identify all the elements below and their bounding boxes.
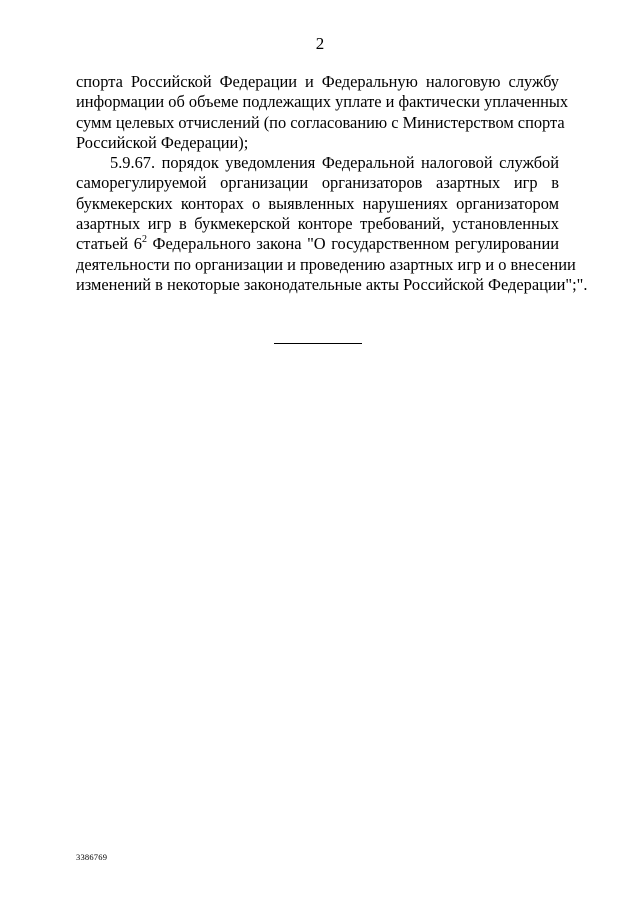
document-id: 3386769 [76, 852, 108, 862]
paragraph-2-line-2: саморегулируемой организации организаторов азартных игр в [76, 173, 559, 193]
article-reference: статьей 6 [76, 234, 142, 254]
page-number: 2 [315, 34, 325, 53]
article-superscript: 2 [141, 233, 147, 245]
paragraph-1-line-3: сумм целевых отчислений (по согласованию с Министерством спорта [76, 112, 565, 132]
paragraph-2-line-3: букмекерских конторах о выявленных нарушениях организатором [76, 193, 559, 213]
end-divider [274, 343, 362, 344]
paragraph-1-line-1: спорта Российской Федерации и Федеральную налоговую службу [76, 72, 559, 91]
paragraph-2-line-7: изменений в некоторые законодательные акты Российской Федерации";". [76, 274, 588, 294]
document-body [76, 72, 588, 295]
paragraph-2 [76, 153, 588, 295]
paragraph-2-line-4: азартных игр в букмекерской конторе требований, установленных [76, 214, 559, 234]
law-title-start: Федерального закона "О государственном регулировании [146, 234, 559, 254]
paragraph-1 [76, 72, 569, 153]
paragraph-2-line-1: 5.9.67. порядок уведомления Федеральной налоговой службой [110, 153, 559, 173]
paragraph-2-line-5 [76, 234, 559, 254]
paragraph-1-line-2: информации об объеме подлежащих уплате и фактически уплаченных [76, 92, 569, 112]
paragraph-1-line-4: Российской Федерации); [76, 132, 249, 152]
paragraph-2-line-6: деятельности по организации и проведению азартных игр и о внесении [76, 254, 576, 274]
